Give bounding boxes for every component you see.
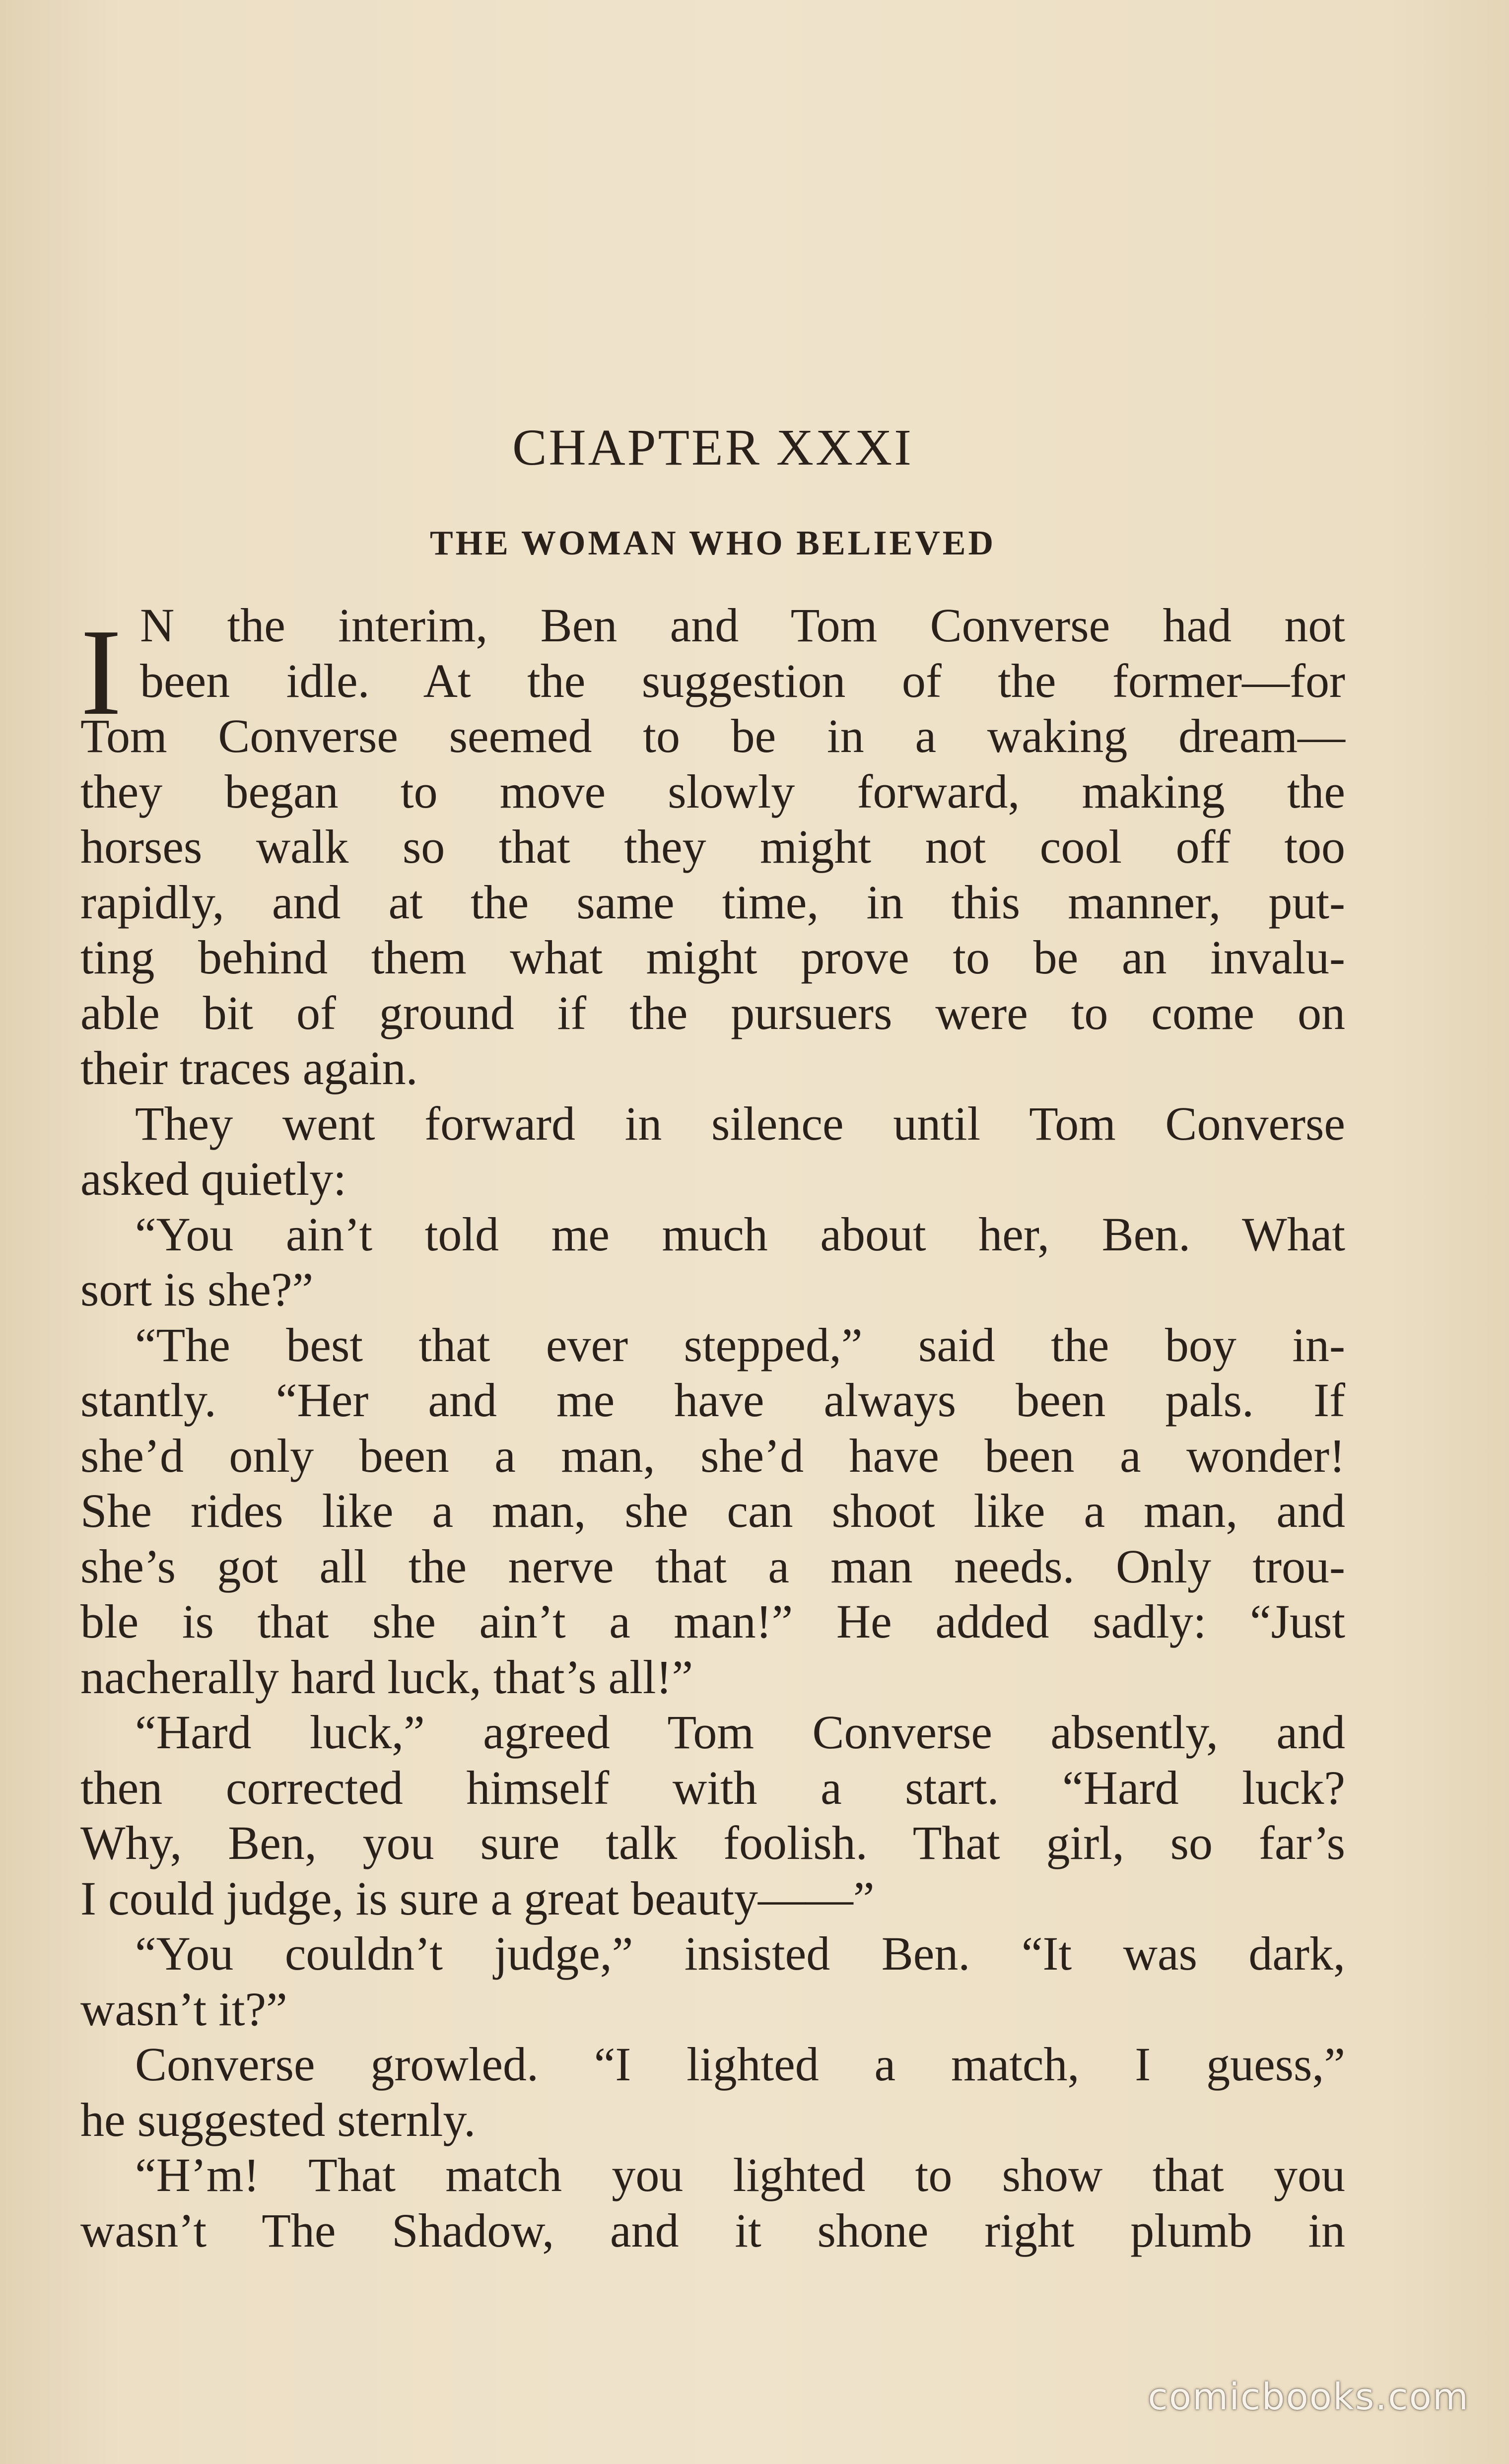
- text-line: ble is that she ain’t a man!” He added sadly: “Just: [80, 1595, 1345, 1648]
- text-line: stantly. “Her and me have always been pals. If: [80, 1373, 1345, 1427]
- text-line: she’d only been a man, she’d have been a wonder!: [80, 1429, 1345, 1482]
- text-line: Tom Converse seemed to be in a waking dream—: [80, 709, 1345, 762]
- drop-cap: I: [80, 604, 122, 741]
- text-line: nacherally hard luck, that’s all!”: [80, 1650, 693, 1704]
- text-line: Why, Ben, you sure talk foolish. That girl, so far’s: [80, 1816, 1345, 1869]
- text-line: wasn’t The Shadow, and it shone right plumb in: [80, 2203, 1345, 2257]
- text-line: rapidly, and at the same time, in this manner, put-: [80, 875, 1345, 929]
- text-line: I could judge, is sure a great beauty——”: [80, 1871, 875, 1925]
- text-line: then corrected himself with a start. “Hard luck?: [80, 1761, 1345, 1814]
- chapter-body: [80, 598, 1345, 2258]
- text-line: wasn’t it?”: [80, 1982, 287, 2036]
- text-line: “You ain’t told me much about her, Ben. What: [135, 1207, 1345, 1261]
- text-line: “H’m! That match you lighted to show that you: [135, 2148, 1345, 2201]
- text-line: been idle. At the suggestion of the former—for: [140, 654, 1345, 707]
- book-page: [80, 0, 1345, 2464]
- text-line: they began to move slowly forward, making the: [80, 764, 1345, 818]
- text-line: horses walk so that they might not cool off too: [80, 820, 1345, 873]
- text-line: sort is she?”: [80, 1263, 314, 1316]
- text-line: N the interim, Ben and Tom Converse had not: [140, 599, 1345, 652]
- text-line: She rides like a man, she can shoot like a man, and: [80, 1484, 1345, 1537]
- text-line: “The best that ever stepped,” said the boy in-: [135, 1318, 1345, 1371]
- text-line: They went forward in silence until Tom Converse: [135, 1096, 1345, 1150]
- text-line: “You couldn’t judge,” insisted Ben. “It was dark,: [135, 1927, 1345, 1980]
- text-line: able bit of ground if the pursuers were to come on: [80, 986, 1345, 1039]
- text-line: she’s got all the nerve that a man needs. Only trou-: [80, 1539, 1345, 1593]
- text-line: their traces again.: [80, 1041, 418, 1095]
- text-line: he suggested sternly.: [80, 2093, 476, 2146]
- text-line: “Hard luck,” agreed Tom Converse absently, and: [135, 1706, 1345, 1759]
- chapter-subtitle: THE WOMAN WHO BELIEVED: [429, 524, 996, 562]
- watermark: comicbooks.com: [1148, 2376, 1469, 2418]
- text-line: ting behind them what might prove to be an invalu-: [80, 931, 1345, 984]
- text-line: Converse growled. “I lighted a match, I guess,”: [135, 2038, 1345, 2091]
- text-line: asked quietly:: [80, 1152, 346, 1205]
- chapter-title: CHAPTER XXXI: [512, 419, 913, 476]
